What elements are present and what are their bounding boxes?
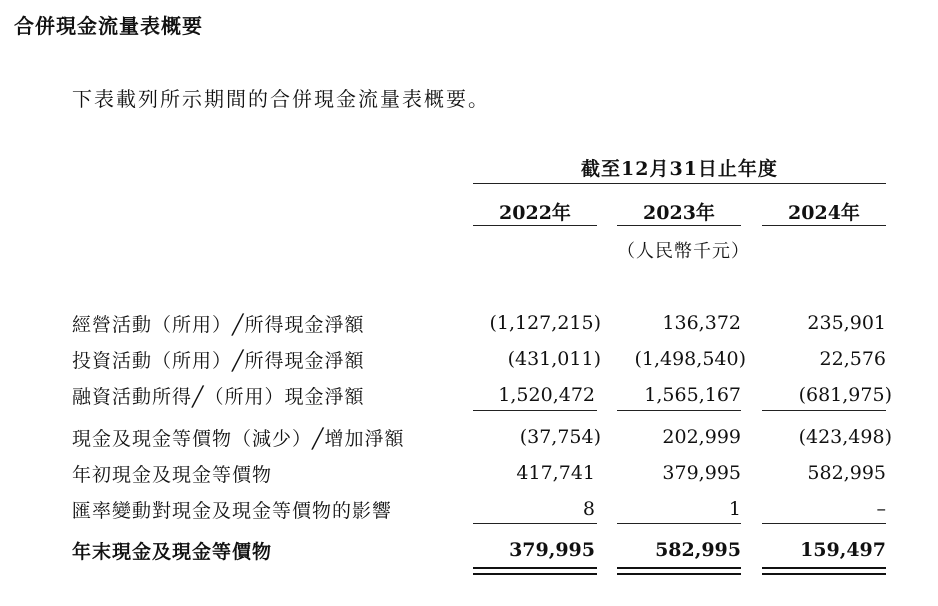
- double-rule-2024: [762, 567, 886, 575]
- year-rule-2022: [473, 225, 597, 226]
- year-rule-2024: [762, 225, 886, 226]
- double-rule-2022: [473, 567, 597, 575]
- cell-beginning-2023: 379,995: [662, 462, 741, 484]
- cell-financing-2022: 1,520,472: [498, 384, 595, 406]
- cell-fx-effect-2022: 8: [582, 498, 595, 520]
- subtotal-rule-2023: [617, 410, 741, 411]
- total-rule-2023: [617, 523, 741, 524]
- total-rule-2024: [762, 523, 886, 524]
- cell-financing-2023: 1,565,167: [644, 384, 741, 406]
- cell-operating-2024: 235,901: [807, 312, 886, 334]
- row-label-financing: 融資活動所得╱（所用）現金淨額: [72, 386, 365, 408]
- cell-net-change-2022: (37,754): [519, 426, 601, 448]
- cell-investing-2023: (1,498,540): [634, 348, 746, 370]
- cell-operating-2023: 136,372: [662, 312, 741, 334]
- year-header-2023: 2023年: [643, 202, 715, 224]
- cell-ending-2022: 379,995: [509, 539, 595, 561]
- cell-investing-2022: (431,011): [507, 348, 601, 370]
- row-label-beginning: 年初現金及現金等價物: [72, 464, 273, 486]
- cell-fx-effect-2023: 1: [728, 498, 741, 520]
- unit-label: （人民幣千元）: [617, 241, 750, 262]
- cell-ending-2024: 159,497: [800, 539, 886, 561]
- row-label-fx-effect: 匯率變動對現金及現金等價物的影響: [72, 500, 393, 522]
- row-label-operating: 經營活動（所用）╱所得現金淨額: [72, 314, 365, 336]
- cell-financing-2024: (681,975): [798, 384, 892, 406]
- year-header-2024: 2024年: [788, 202, 860, 224]
- period-header: 截至12月31日止年度: [581, 158, 778, 180]
- period-header-rule: [473, 183, 886, 184]
- cell-investing-2024: 22,576: [819, 348, 886, 370]
- year-rule-2023: [617, 225, 741, 226]
- intro-text: 下表載列所示期間的合併現金流量表概要。: [72, 87, 490, 111]
- subtotal-rule-2022: [473, 410, 597, 411]
- cell-beginning-2022: 417,741: [516, 462, 595, 484]
- section-heading: 合併現金流量表概要: [14, 14, 203, 38]
- cell-ending-2023: 582,995: [655, 539, 741, 561]
- cell-fx-effect-2024: –: [876, 498, 886, 520]
- cell-net-change-2024: (423,498): [798, 426, 892, 448]
- cell-beginning-2024: 582,995: [807, 462, 886, 484]
- subtotal-rule-2024: [762, 410, 886, 411]
- row-label-ending: 年末現金及現金等價物: [72, 541, 273, 563]
- total-rule-2022: [473, 523, 597, 524]
- cell-operating-2022: (1,127,215): [489, 312, 601, 334]
- cell-net-change-2023: 202,999: [662, 426, 741, 448]
- row-label-net-change: 現金及現金等價物（減少）╱增加淨額: [72, 428, 405, 450]
- year-header-2022: 2022年: [499, 202, 571, 224]
- row-label-investing: 投資活動（所用）╱所得現金淨額: [72, 350, 365, 372]
- double-rule-2023: [617, 567, 741, 575]
